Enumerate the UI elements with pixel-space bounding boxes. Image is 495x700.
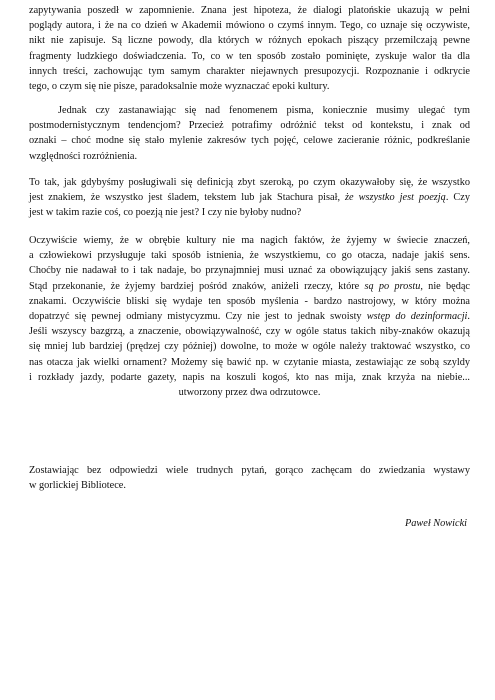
- text-line: postmodernistycznym tendencjom? Przecież potrafimy odróżnić tekst od kontekstu, i znak od: [29, 120, 470, 132]
- text-line: zapytywania poszedł w zapomnienie. Znana jest hipoteza, że dialogi platońskie ukazują w pełni: [29, 5, 470, 16]
- text-line: nikt nie zapisuje. Są liczne powody, dla których w różnych epokach piszący przemilczają pewne: [29, 35, 470, 47]
- text-line: nas otacza jak wielki ornament? Możemy się bawić np. w czytanie miasta, zestawiając ze sobą szyldy: [29, 356, 470, 368]
- text-line: Choćby nie nadawał to i tak nadaje, bo przynajmniej musi uznać za obowiązujący jakiś sens zastany.: [29, 265, 470, 277]
- text-line: jest w takim razie coś, co poezją nie jest? I czy nie byłoby nudno?: [29, 207, 302, 219]
- text-line: znakami. Oczywiście bliski się wydaje ten sposób myślenia - bardzo nastrojowy, w który można: [29, 295, 470, 307]
- text-line: i rozkłady jazdy, podarte gazety, napis na koszuli kogoś, kto nas mija, znak krzyża na niebie...: [29, 371, 470, 383]
- paragraph-2: [29, 103, 470, 164]
- text-run: Stąd przekonanie, że żyjemy bardziej pośród znaków, aniżeli rzeczy, które: [29, 280, 365, 292]
- text-line: Zostawiając bez odpowiedzi wiele trudnych pytań, gorąco zachęcam do zwiedzania wystawy: [29, 465, 470, 476]
- paragraph-4: [29, 233, 470, 400]
- text-line: Jeśli wszyscy bazgrzą, a znaczenie, obowiązywalność, czy w ogóle status takich niby-znaków okazują: [29, 326, 470, 338]
- text-line: oznaki – choć modne się stało mylenie zakresów tych pojęć, celowe zacieranie różnic, podkreślanie: [29, 135, 470, 147]
- author-signature: Paweł Nowicki: [404, 518, 467, 529]
- text-line: względności rozróżnienia.: [29, 150, 138, 162]
- text-run: .: [467, 311, 470, 323]
- text-line: To tak, jak gdybyśmy posługiwali się definicją zbyt szeroką, po czym okazywałoby się, że wszystko: [29, 177, 470, 188]
- text-line: utworzony przez dwa odrzutowce.: [178, 387, 321, 399]
- text-line: Oczywiście wiemy, że w obrębie kultury nie ma nagich faktów, że żyjemy w świecie znaczeń,: [29, 235, 470, 246]
- text-line: [29, 190, 470, 205]
- text-line: innych treści, zachowując tym samym charakter niejawnych presupozycji. Rozpoznanie i odkrycie: [29, 65, 470, 77]
- quotation-italic: że wszystko jest poezją: [345, 192, 446, 204]
- text-line: poglądy autora, i że na co dzień w Akademii mówiono o czymś innym. Tego, co uznaje się oczywiste,: [29, 20, 470, 32]
- text-run: jest znakiem, że wszystko jest śladem, tekstem lub jak Stachura pisał,: [29, 192, 346, 204]
- paragraph-5: [29, 463, 470, 493]
- text-line: się mniej lub bardziej (prędzej czy później) dowolne, to może w ogóle należy traktować wszystko, co: [29, 341, 470, 353]
- emphasis-italic: wstęp do dezinformacji: [366, 311, 468, 323]
- text-line: fragmenty ludzkiego doświadczenia. To, co w ten sposób zostało pominięte, zyskuje walor tła dla: [29, 50, 470, 62]
- text-line: w gorlickiej Bibliotece.: [29, 480, 126, 492]
- text-run: , nie będąc: [420, 280, 470, 292]
- text-line: [29, 279, 470, 294]
- text-line: [29, 309, 470, 324]
- emphasis-italic: są po prostu: [364, 280, 421, 292]
- text-line: a człowiekowi przysługuje taki sposób istnienia, że wszystkiemu, co go otacza, nadaje jakiś sens.: [29, 250, 470, 262]
- text-run: dopatrzyć się pewnej odmiany mistycyzmu. Czy nie jest to jednak swoisty: [29, 311, 367, 323]
- paragraph-3: [29, 175, 470, 221]
- text-line: tego, o czym się nie pisze, paradoksalnie może wyznaczać epoki kultury.: [29, 81, 330, 93]
- text-run: . Czy: [445, 192, 470, 204]
- text-line: Jednak czy zastanawiając się nad fenomenem pisma, koniecznie musimy ulegać tym: [58, 105, 470, 116]
- paragraph-1: [29, 3, 470, 94]
